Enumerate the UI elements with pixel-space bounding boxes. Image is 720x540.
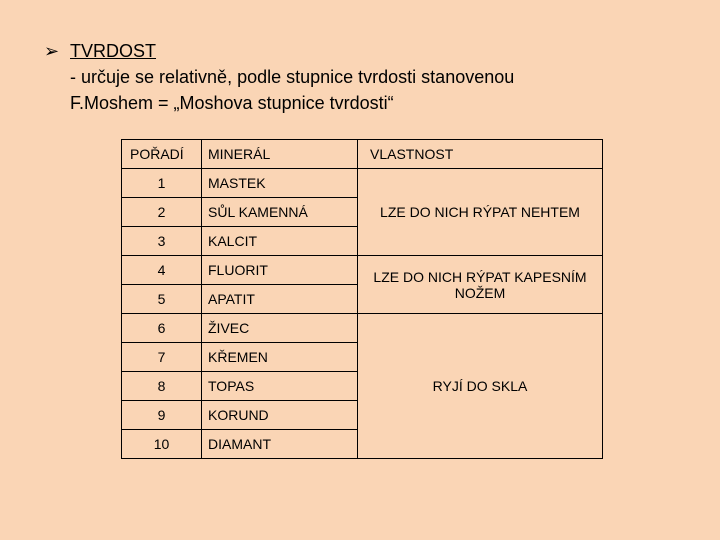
bullet-row: [44, 38, 684, 64]
order-cell: 3: [122, 227, 202, 256]
property-cell: RYJÍ DO SKLA: [358, 314, 603, 459]
mineral-cell: MASTEK: [202, 169, 358, 198]
mohs-hardness-table: [121, 139, 603, 459]
mineral-cell: SŮL KAMENNÁ: [202, 198, 358, 227]
mineral-cell: DIAMANT: [202, 430, 358, 459]
arrow-bullet-icon: ➢: [44, 41, 60, 61]
order-cell: 1: [122, 169, 202, 198]
mineral-cell: KALCIT: [202, 227, 358, 256]
mineral-cell: FLUORIT: [202, 256, 358, 285]
description-line-2: F.Moshem = „Moshova stupnice tvrdosti“: [70, 93, 394, 113]
bullet-block: [44, 38, 684, 116]
mineral-cell: TOPAS: [202, 372, 358, 401]
property-cell: LZE DO NICH RÝPAT NEHTEM: [358, 169, 603, 256]
order-cell: 6: [122, 314, 202, 343]
order-cell: 8: [122, 372, 202, 401]
mineral-cell: KŘEMEN: [202, 343, 358, 372]
mineral-cell: ŽIVEC: [202, 314, 358, 343]
bullet-title: TVRDOST: [70, 41, 157, 61]
order-cell: 2: [122, 198, 202, 227]
table-row: [122, 314, 603, 343]
table-row: [122, 169, 603, 198]
mineral-cell: APATIT: [202, 285, 358, 314]
order-cell: 4: [122, 256, 202, 285]
header-property: VLASTNOST: [358, 140, 603, 169]
table-header-row: [122, 140, 603, 169]
order-cell: 10: [122, 430, 202, 459]
order-cell: 5: [122, 285, 202, 314]
order-cell: 7: [122, 343, 202, 372]
header-order: POŘADÍ: [122, 140, 202, 169]
order-cell: 9: [122, 401, 202, 430]
header-mineral: MINERÁL: [202, 140, 358, 169]
property-cell: LZE DO NICH RÝPAT KAPESNÍM NOŽEM: [358, 256, 603, 314]
description-line-1: - určuje se relativně, podle stupnice tvrdosti stanovenou: [70, 67, 515, 87]
table-row: [122, 256, 603, 285]
mineral-cell: KORUND: [202, 401, 358, 430]
